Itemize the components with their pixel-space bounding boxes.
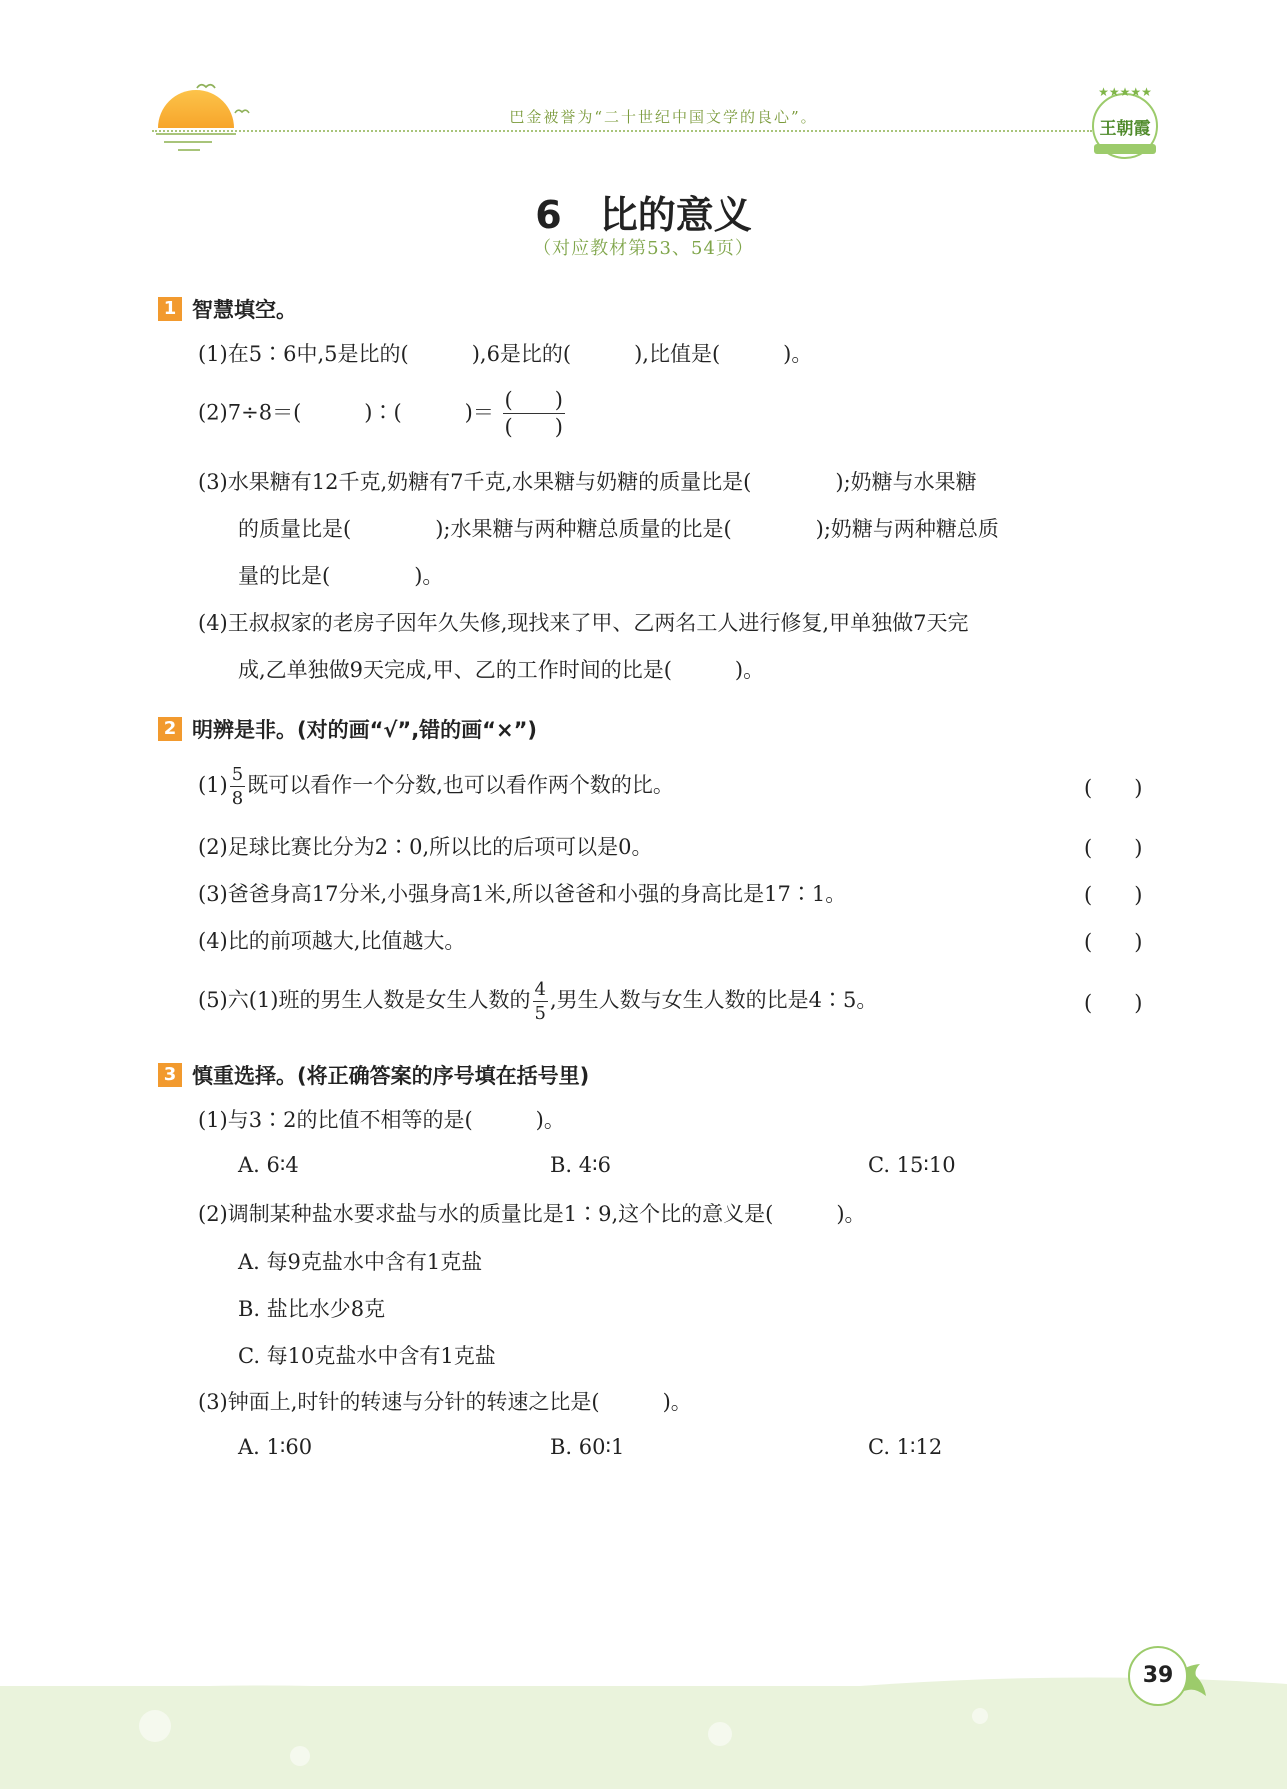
publisher-logo bbox=[1082, 78, 1168, 164]
section-heading-text: 慎重选择。(将正确答案的序号填在括号里) bbox=[192, 1064, 590, 1088]
header-divider bbox=[152, 130, 1092, 132]
option-b[interactable]: B. 60∶1 bbox=[550, 1435, 625, 1459]
option-c[interactable]: C. 1∶12 bbox=[868, 1435, 943, 1459]
footer-bubbles bbox=[0, 1686, 1287, 1789]
fraction bbox=[533, 978, 548, 1024]
section-heading-text: 智慧填空。 bbox=[192, 298, 297, 322]
page-title: 6 比的意义 bbox=[535, 193, 752, 237]
bird-icon bbox=[196, 80, 216, 92]
section-1-heading bbox=[158, 294, 297, 324]
question-1-4-line-1: (4)王叔叔家的老房子因年久失修,现找来了甲、乙两名工人进行修复,甲单独做7天完 bbox=[198, 611, 969, 635]
section-number-badge: 1 bbox=[158, 297, 182, 321]
option-c[interactable]: C. 15∶10 bbox=[868, 1153, 956, 1177]
answer-blank[interactable]: ( ) bbox=[1084, 991, 1143, 1015]
question-1-1: (1)在5∶6中,5是比的( ),6是比的( ),比值是( )。 bbox=[198, 342, 813, 366]
footer-band bbox=[0, 1686, 1287, 1789]
question-2-5 bbox=[198, 975, 877, 1025]
option-b[interactable]: B. 盐比水少8克 bbox=[238, 1297, 386, 1321]
question-3-2: (2)调制某种盐水要求盐与水的质量比是1∶9,这个比的意义是( )。 bbox=[198, 1202, 866, 1226]
fraction-numerator: 5 bbox=[231, 763, 244, 785]
section-3-heading bbox=[158, 1060, 589, 1090]
header-motto: 巴金被誉为“二十世纪中国文学的良心”。 bbox=[509, 108, 818, 126]
sun-icon bbox=[156, 88, 236, 168]
question-text: ,男生人数与女生人数的比是4∶5。 bbox=[549, 988, 878, 1012]
fraction-numerator: 4 bbox=[534, 978, 546, 1000]
question-2-2: (2)足球比赛比分为2∶0,所以比的后项可以是0。 bbox=[198, 835, 653, 859]
option-b[interactable]: B. 4∶6 bbox=[550, 1153, 611, 1177]
section-number-badge: 2 bbox=[158, 717, 182, 741]
question-text: 既可以看作一个分数,也可以看作两个数的比。 bbox=[247, 773, 674, 797]
question-3-1: (1)与3∶2的比值不相等的是( )。 bbox=[198, 1108, 565, 1132]
question-1-4-line-2: 成,乙单独做9天完成,甲、乙的工作时间的比是( )。 bbox=[238, 658, 765, 682]
option-a[interactable]: A. 1∶60 bbox=[238, 1435, 313, 1459]
answer-blank[interactable]: ( ) bbox=[1084, 776, 1143, 800]
question-1-3-line-3: 量的比是( )。 bbox=[238, 564, 444, 588]
section-heading-text: 明辨是非。(对的画“√”,错的画“×”) bbox=[192, 718, 537, 742]
fraction-denominator: 5 bbox=[534, 1002, 546, 1024]
svg-text:王朝霞: 王朝霞 bbox=[1099, 119, 1151, 139]
question-1-2 bbox=[198, 390, 567, 438]
fraction-denominator: ( ) bbox=[504, 415, 563, 439]
fraction-denominator: 8 bbox=[231, 787, 244, 809]
question-3-3: (3)钟面上,时针的转速与分针的转速之比是( )。 bbox=[198, 1390, 692, 1414]
question-1-3-line-1: (3)水果糖有12千克,奶糖有7千克,水果糖与奶糖的质量比是( );奶糖与水果糖 bbox=[198, 470, 977, 494]
svg-text:★★★★★: ★★★★★ bbox=[1098, 85, 1152, 99]
answer-blank[interactable]: ( ) bbox=[1084, 883, 1143, 907]
answer-blank[interactable]: ( ) bbox=[1084, 930, 1143, 954]
question-text: (5)六(1)班的男生人数是女生人数的 bbox=[198, 988, 531, 1012]
question-2-1 bbox=[198, 760, 674, 810]
option-a[interactable]: A. 每9克盐水中含有1克盐 bbox=[238, 1250, 483, 1274]
page-subtitle: （对应教材第53、54页） bbox=[533, 238, 754, 259]
option-c[interactable]: C. 每10克盐水中含有1克盐 bbox=[238, 1344, 496, 1368]
section-2-heading bbox=[158, 714, 537, 744]
question-number: (1) bbox=[198, 773, 228, 797]
option-a[interactable]: A. 6∶4 bbox=[238, 1153, 299, 1177]
question-2-4: (4)比的前项越大,比值越大。 bbox=[198, 929, 466, 953]
fraction-numerator: ( ) bbox=[504, 388, 563, 412]
section-number-badge: 3 bbox=[158, 1063, 182, 1087]
fraction bbox=[230, 763, 245, 809]
question-2-3: (3)爸爸身高17分米,小强身高1米,所以爸爸和小强的身高比是17∶1。 bbox=[198, 882, 847, 906]
page-number: 39 bbox=[1128, 1646, 1188, 1706]
question-text: (2)7÷8＝( )∶( )＝ bbox=[198, 400, 494, 425]
question-1-3-line-2: 的质量比是( );水果糖与两种糖总质量的比是( );奶糖与两种糖总质 bbox=[238, 517, 999, 541]
answer-blank[interactable]: ( ) bbox=[1084, 836, 1143, 860]
fraction bbox=[503, 390, 565, 438]
